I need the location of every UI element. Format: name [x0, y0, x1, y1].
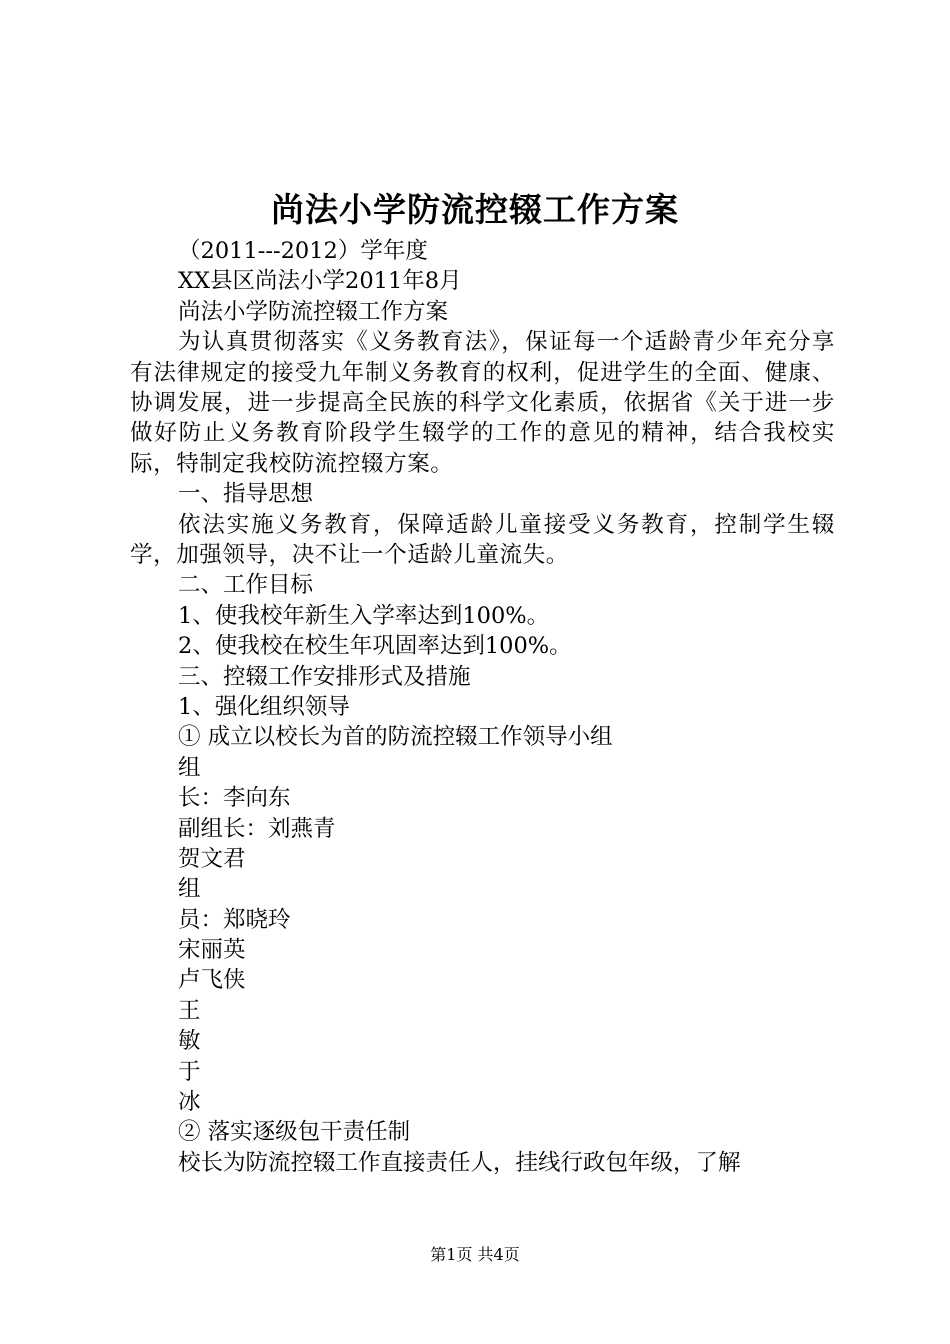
last-line: 校长为防流控辍工作直接责任人，挂线行政包年级，了解 [178, 1149, 741, 1176]
intro-paragraph: 为认真贯彻落实《义务教育法》，保证每一个适龄青少年充分享有法律规定的接受九年制义务教育的权利，促进学生的全面、健康、协调发展，进一步提高全民族的科学文化素质，依据省《关于进一步做好防止义务教育阶段学生辍学的工作的意见的精神，结合我校实际，特制定我校防流控辍方案。 [130, 329, 835, 477]
document-body [130, 236, 835, 1178]
member-line: 贺文君 [178, 845, 246, 872]
member-line: 王 [178, 997, 201, 1024]
section2-heading: 二、工作目标 [178, 572, 314, 599]
member-line: 组 [178, 754, 201, 781]
member-line: 长：李向东 [178, 785, 291, 812]
section1-paragraph: 依法实施义务教育，保障适龄儿童接受义务教育，控制学生辍学，加强领导，决不让一个适龄儿童流失。 [130, 511, 835, 568]
member-line: 敏 [178, 1028, 201, 1055]
sub1-heading: 1、强化组织领导 [178, 693, 350, 720]
member-line: 组 [178, 876, 201, 903]
school-year: （2011---2012）学年度 [178, 238, 428, 264]
member-line: 副组长：刘燕青 [178, 815, 336, 842]
member-line: 冰 [178, 1089, 201, 1116]
member-line: 员：郑晓玲 [178, 906, 291, 933]
issuer-date: XX县区尚法小学2011年8月 [178, 268, 462, 295]
member-line: 于 [178, 1058, 201, 1085]
document-title: 尚法小学防流控辍工作方案 [271, 190, 679, 229]
item-1: ① 成立以校长为首的防流控辍工作领导小组 [178, 724, 613, 751]
goal-1: 1、使我校年新生入学率达到100%。 [178, 602, 550, 629]
member-line: 宋丽英 [178, 937, 246, 964]
item-2: ② 落实逐级包干责任制 [178, 1119, 411, 1146]
goal-2: 2、使我校在校生年巩固率达到100%。 [178, 633, 572, 660]
section1-heading: 一、指导思想 [178, 481, 314, 508]
member-line: 卢飞侠 [178, 967, 246, 994]
document-subtitle: 尚法小学防流控辍工作方案 [178, 298, 449, 325]
page-footer: 第1页 共4页 [430, 1245, 520, 1264]
section3-heading: 三、控辍工作安排形式及措施 [178, 663, 471, 690]
